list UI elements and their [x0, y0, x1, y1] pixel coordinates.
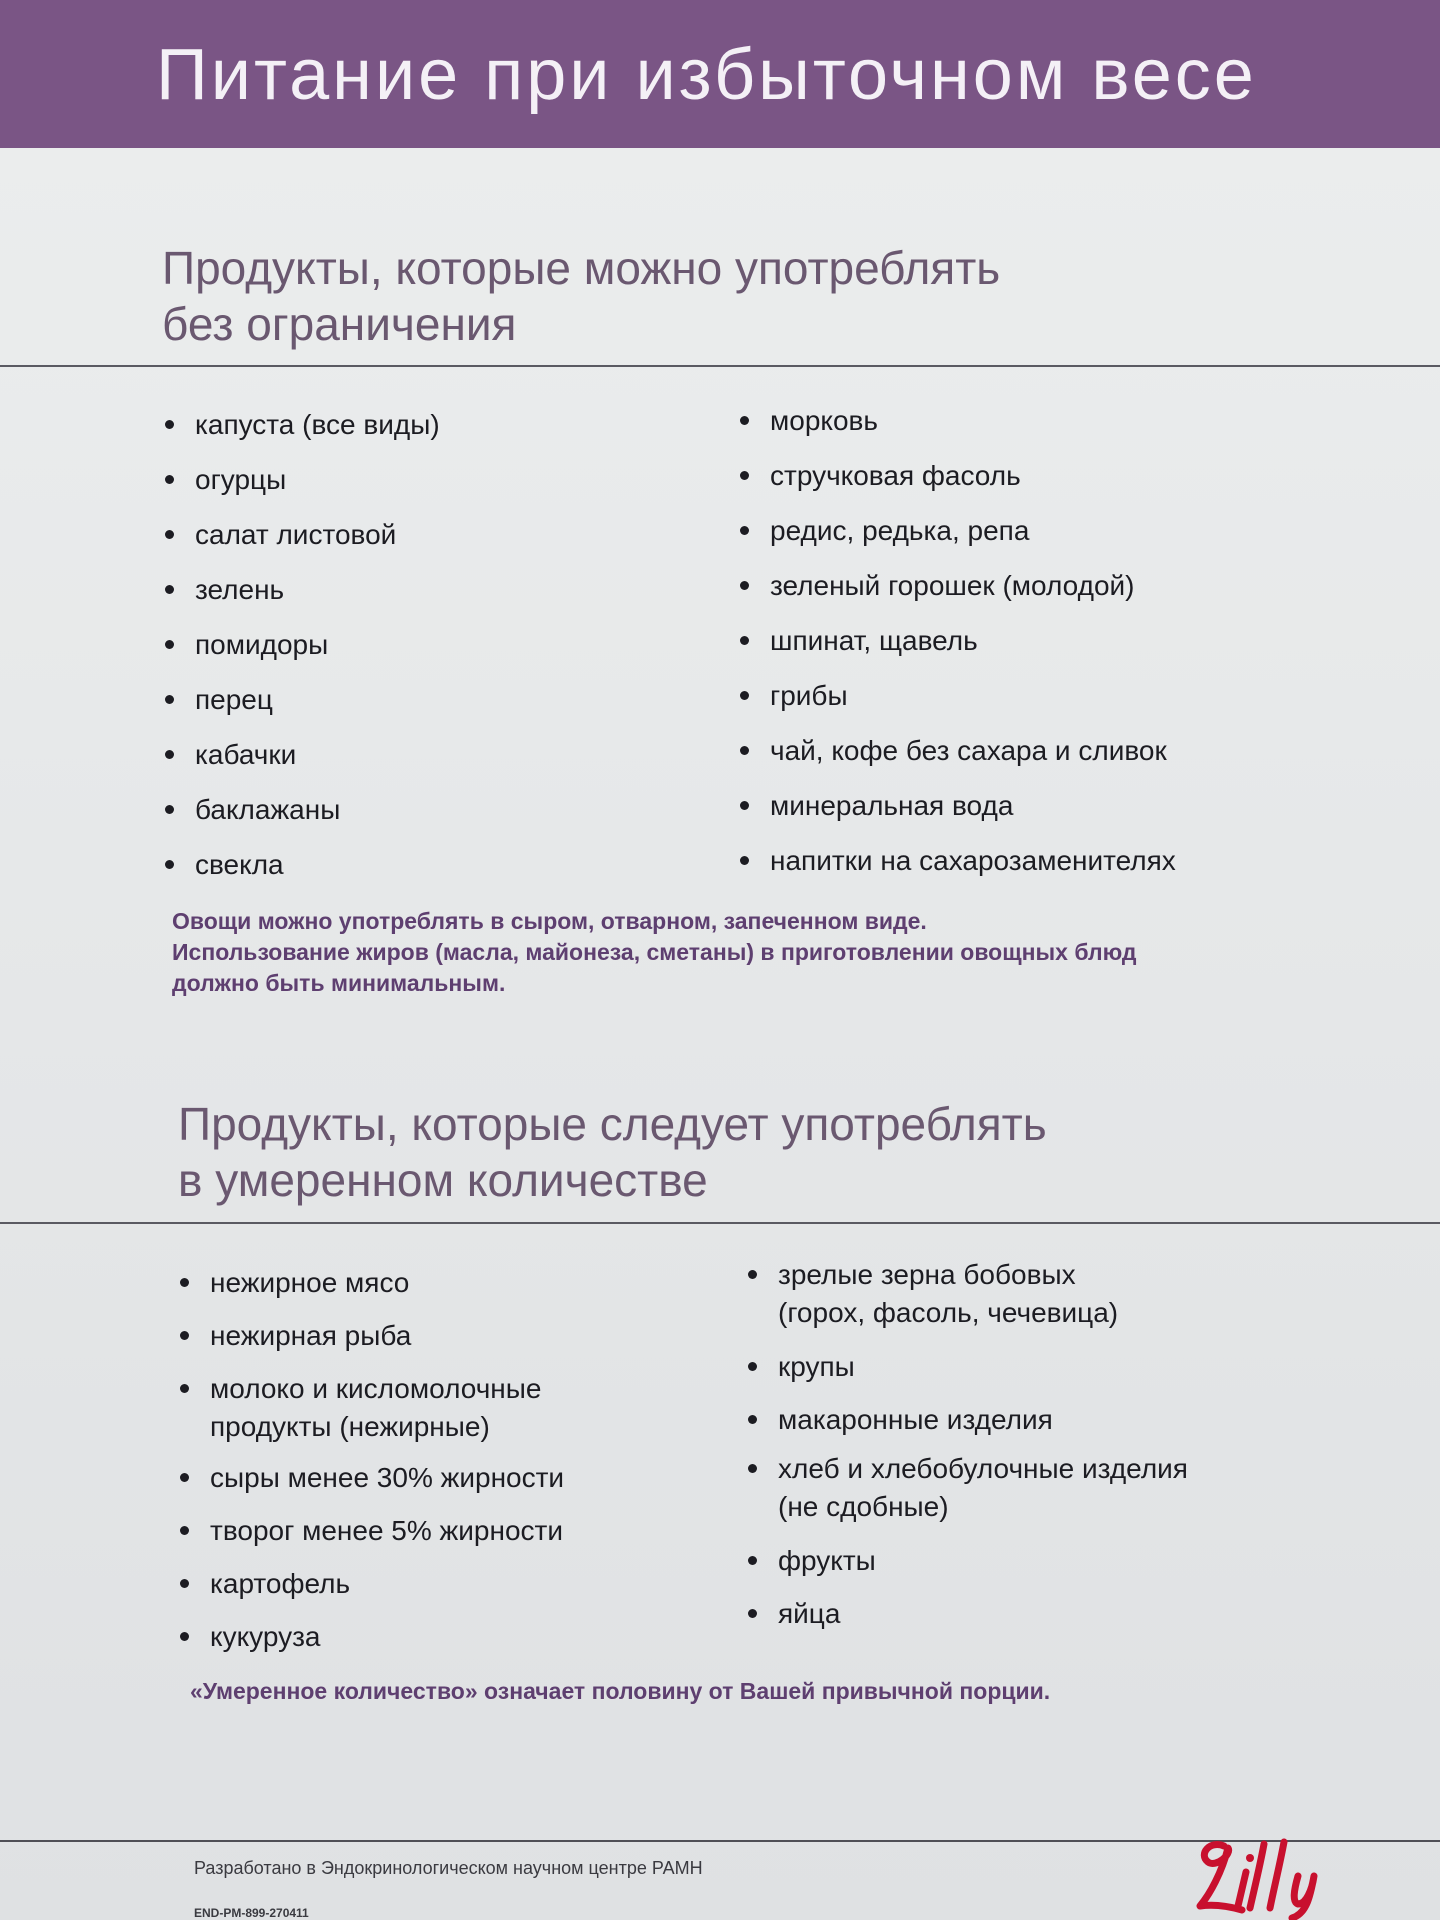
bullet-icon	[180, 1473, 189, 1482]
bullet-icon	[748, 1556, 757, 1565]
bullet-icon	[165, 860, 174, 869]
bullet-icon	[740, 856, 749, 865]
bullet-icon	[740, 471, 749, 480]
bullet-icon	[165, 640, 174, 649]
bullet-icon	[740, 746, 749, 755]
bullet-icon	[165, 750, 174, 759]
moderate-list-left: нежирное мясо нежирная рыба молоко и кисломолочные продукты (нежирные) сыры менее 30% жирности творог менее 5% жирности картофель кукуруза	[180, 1264, 740, 1664]
bullet-icon	[165, 420, 174, 429]
bullet-icon	[180, 1278, 189, 1287]
bullet-icon	[748, 1464, 757, 1473]
bullet-icon	[180, 1331, 189, 1340]
bullet-icon	[748, 1415, 757, 1424]
header-band	[0, 0, 1440, 148]
unlimited-list-right: морковь стручковая фасоль редис, редька, репа зеленый горошек (молодой) шпинат, щавель грибы чай, кофе без сахара и сливок минеральная вода напитки на сахарозаменителях	[740, 402, 1300, 882]
moderate-list-right: зрелые зерна бобовых (горох, фасоль, чечевица) крупы макаронные изделия хлеб и хлебобулочные изделия (не сдобные) фрукты яйца	[748, 1256, 1308, 1656]
section-divider	[0, 365, 1440, 367]
lilly-logo	[1180, 1832, 1370, 1920]
bullet-icon	[180, 1579, 189, 1588]
bullet-icon	[740, 691, 749, 700]
bullet-icon	[740, 581, 749, 590]
bullet-icon	[740, 416, 749, 425]
bullet-icon	[740, 636, 749, 645]
section-heading-line: Продукты, которые следует употреблять	[178, 1098, 1047, 1150]
section-heading-moderate	[178, 1096, 1047, 1208]
bullet-icon	[165, 585, 174, 594]
bullet-icon	[180, 1526, 189, 1535]
bullet-icon	[165, 475, 174, 484]
bullet-icon	[165, 695, 174, 704]
footer-credit: Разработано в Эндокринологическом научном центре РАМН	[194, 1858, 703, 1878]
note-line: Использование жиров (масла, майонеза, сметаны) в приготовлении овощных блюд	[172, 939, 1137, 965]
bullet-icon	[165, 805, 174, 814]
bullet-icon	[748, 1362, 757, 1371]
page-title: Питание при избыточном весе	[156, 35, 1257, 115]
section-heading-line: в умеренном количестве	[178, 1154, 708, 1206]
bullet-icon	[748, 1609, 757, 1618]
bullet-icon	[740, 526, 749, 535]
bullet-icon	[740, 801, 749, 810]
section-heading-unlimited	[162, 240, 1000, 352]
bullet-icon	[748, 1270, 757, 1279]
note-line: «Умеренное количество» означает половину от Вашей привычной порции.	[190, 1678, 1051, 1704]
bullet-icon	[165, 530, 174, 539]
section-heading-line: без ограничения	[162, 298, 517, 350]
bullet-icon	[180, 1632, 189, 1641]
unlimited-note	[172, 906, 1137, 999]
moderate-note	[190, 1676, 1050, 1707]
note-line: должно быть минимальным.	[172, 970, 506, 996]
document-code: END-PM-899-270411	[194, 1906, 309, 1920]
section-divider	[0, 1222, 1440, 1224]
bullet-icon	[180, 1384, 189, 1393]
note-line: Овощи можно употреблять в сыром, отварном, запеченном виде.	[172, 908, 927, 934]
section-heading-line: Продукты, которые можно употреблять	[162, 242, 1001, 294]
unlimited-list-left: капуста (все виды) огурцы салат листовой зелень помидоры перец кабачки баклажаны свекла	[165, 406, 725, 886]
